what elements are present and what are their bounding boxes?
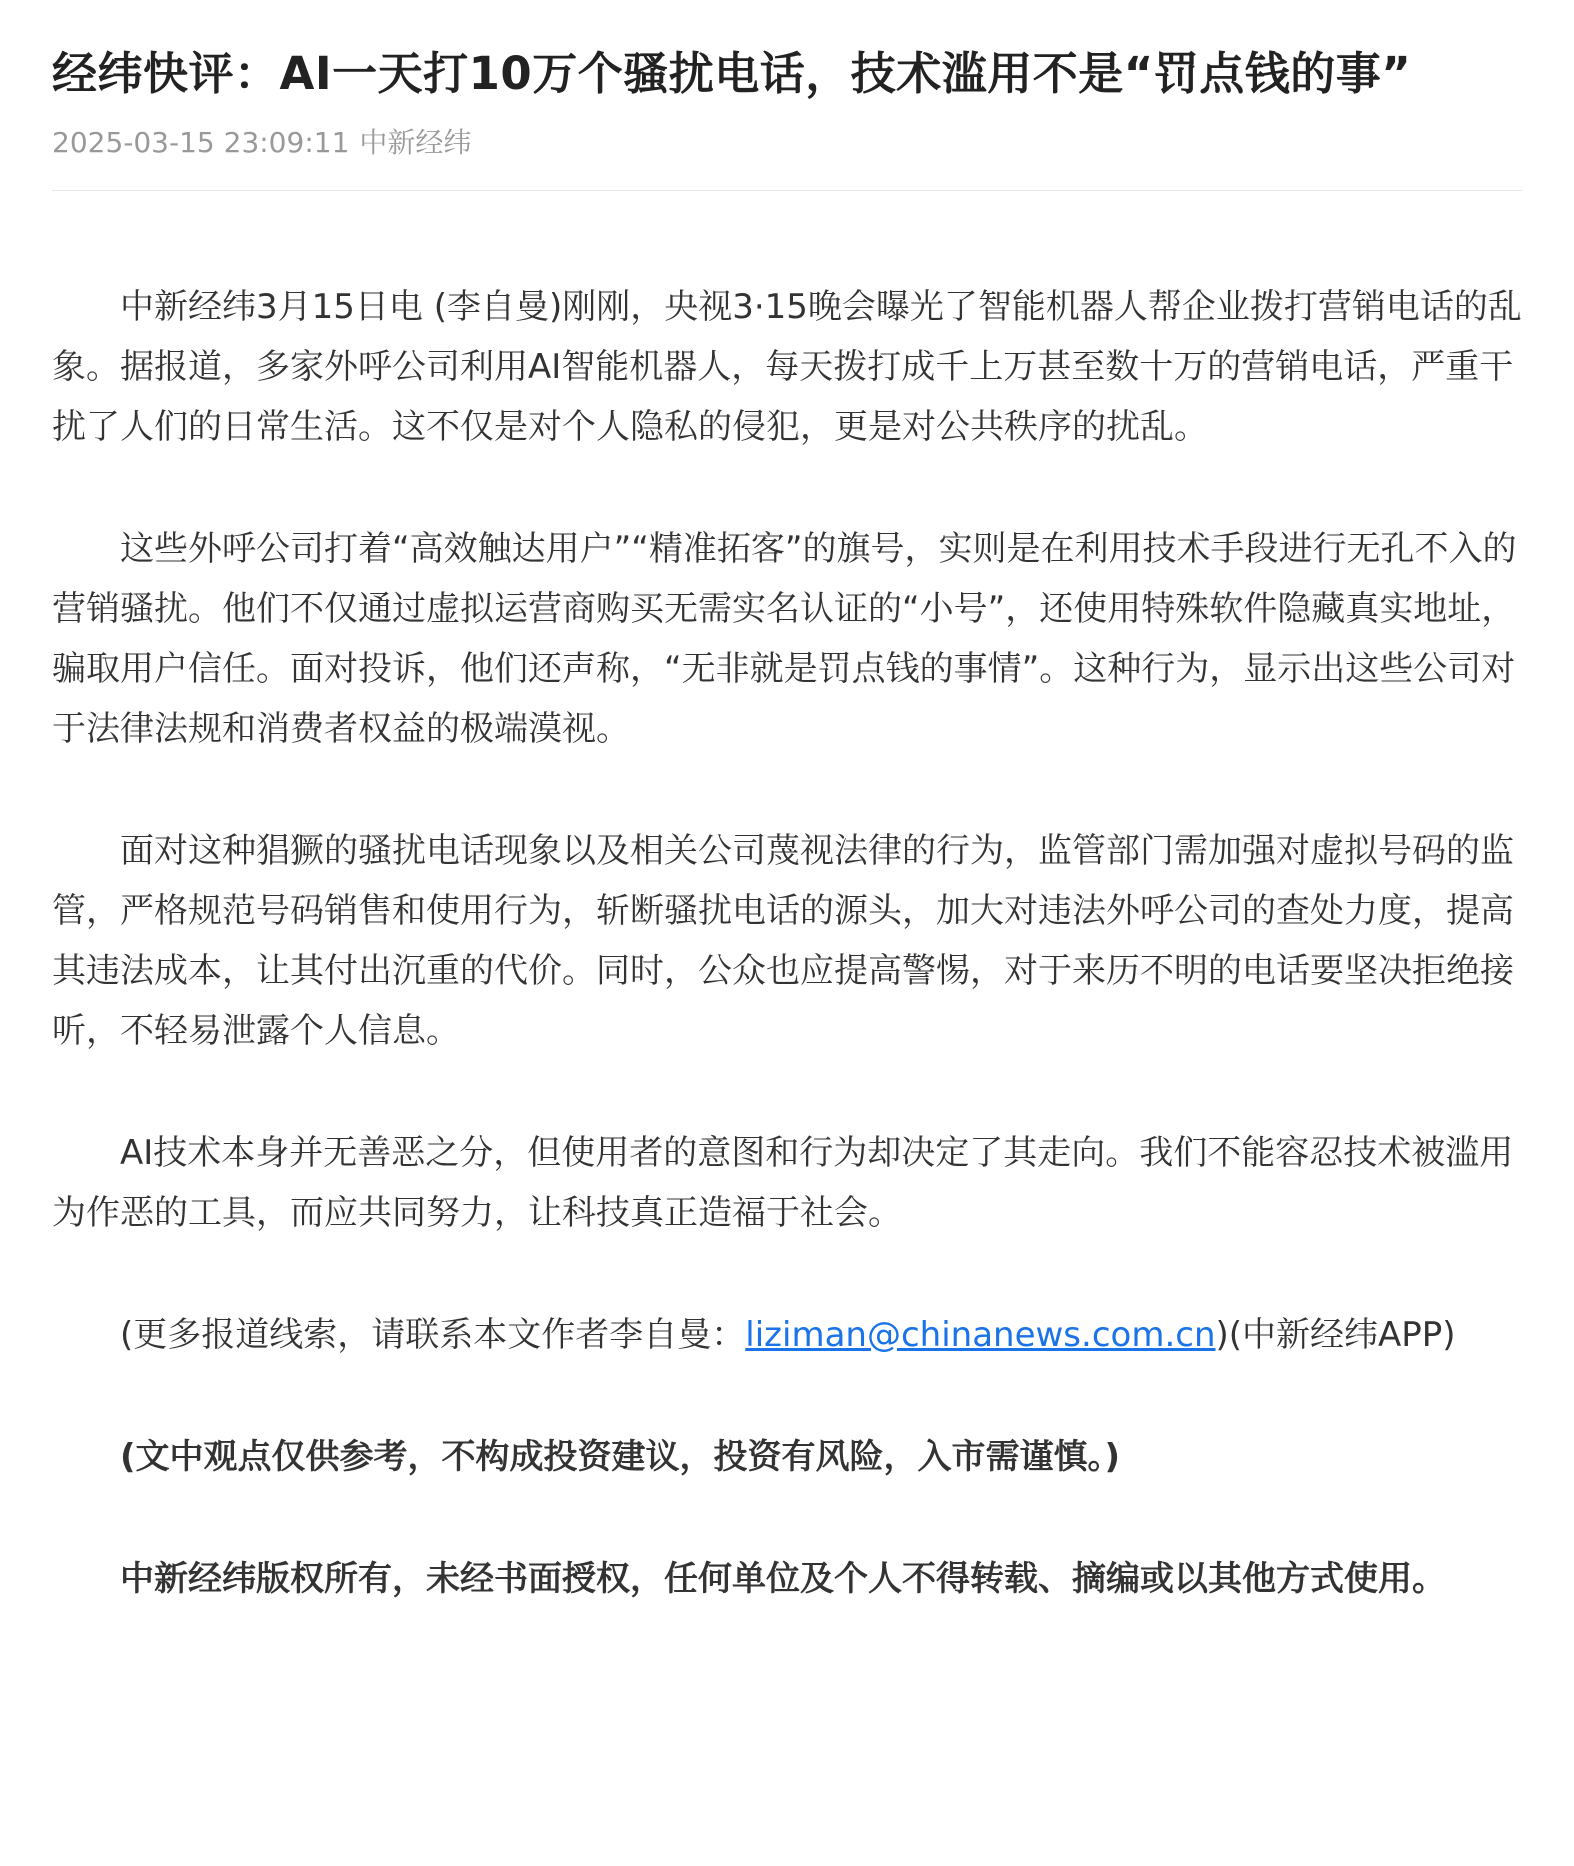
- article-meta: [52, 124, 1522, 162]
- author-email-link[interactable]: liziman@chinanews.com.cn: [745, 1315, 1216, 1355]
- article-title: 经纬快评：AI一天打10万个骚扰电话，技术滥用不是“罚点钱的事”: [52, 47, 1412, 100]
- contact-prefix: (更多报道线索，请联系本文作者李自曼：: [120, 1315, 746, 1355]
- contact-suffix: )(中新经纬APP): [1215, 1315, 1456, 1355]
- copyright-notice: 中新经纬版权所有，未经书面授权，任何单位及个人不得转载、摘编或以其他方式使用。: [120, 1559, 1446, 1599]
- paragraph-2: 这些外呼公司打着“高效触达用户”“精准拓客”的旗号，实则是在利用技术手段进行无孔不入的营销骚扰。他们不仅通过虚拟运营商购买无需实名认证的“小号”，还使用特殊软件隐藏真实地址，骗取用户信任。面对投诉，他们还声称，“无非就是罚点钱的事情”。这种行为，显示出这些公司对于法律法规和消费者权益的极端漠视。: [52, 529, 1517, 749]
- paragraph-4: AI技术本身并无善恶之分，但使用者的意图和行为却决定了其走向。我们不能容忍技术被滥用为作恶的工具，而应共同努力，让科技真正造福于社会。: [52, 1133, 1514, 1233]
- article-source: 中新经纬: [359, 126, 472, 159]
- contact-line: [52, 1305, 1522, 1365]
- article-body: [52, 277, 1522, 1609]
- disclaimer: (文中观点仅供参考，不构成投资建议，投资有风险，入市需谨慎。): [120, 1437, 1121, 1477]
- paragraph-3: 面对这种猖獗的骚扰电话现象以及相关公司蔑视法律的行为，监管部门需加强对虚拟号码的监管，严格规范号码销售和使用行为，斩断骚扰电话的源头，加大对违法外呼公司的查处力度，提高其违法成本，让其付出沉重的代价。同时，公众也应提高警惕，对于来历不明的电话要坚决拒绝接听，不轻易泄露个人信息。: [52, 831, 1514, 1051]
- publish-date: 2025-03-15 23:09:11: [52, 126, 350, 159]
- title-divider: [52, 190, 1522, 191]
- paragraph-1: 中新经纬3月15日电 (李自曼)刚刚，央视3·15晚会曝光了智能机器人帮企业拨打营销电话的乱象。据报道，多家外呼公司利用AI智能机器人，每天拨打成千上万甚至数十万的营销电话，严重干扰了人们的日常生活。这不仅是对个人隐私的侵犯，更是对公共秩序的扰乱。: [52, 287, 1522, 447]
